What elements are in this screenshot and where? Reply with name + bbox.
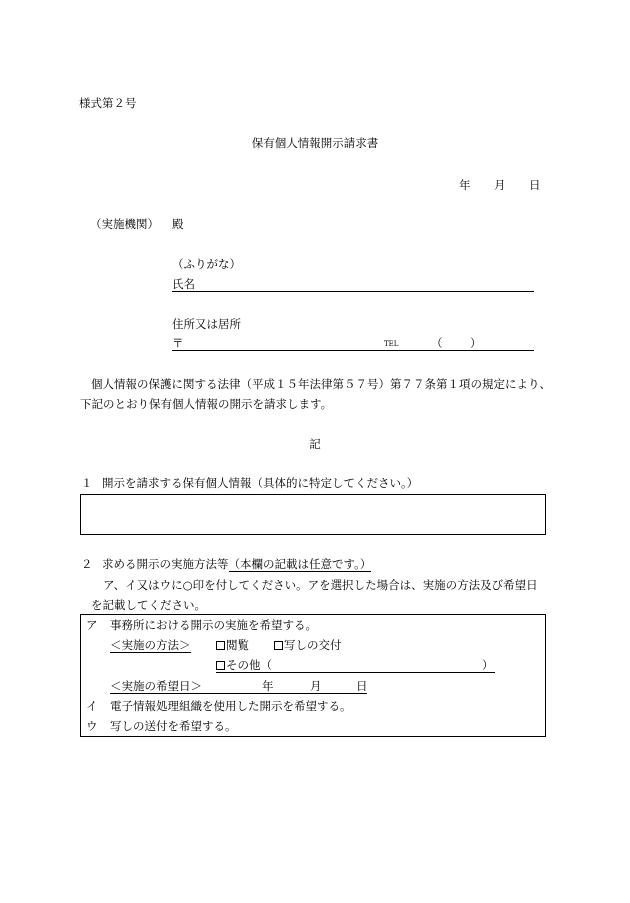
preferred-date-month: 月 xyxy=(310,679,322,693)
other-field-line[interactable] xyxy=(216,672,495,673)
requested-info-box[interactable] xyxy=(80,494,546,535)
option-a-marker[interactable]: ア xyxy=(86,618,98,632)
copy-label: 写しの交付 xyxy=(284,638,342,652)
address-field-line[interactable] xyxy=(172,350,534,351)
page-title: 保有個人情報開示請求書 xyxy=(251,136,379,150)
recipient-suffix: 殿 xyxy=(172,217,184,231)
view-checkbox[interactable] xyxy=(216,641,225,650)
recipient-label: （実施機関） xyxy=(90,217,159,231)
date-day-label: 日 xyxy=(529,178,541,192)
other-close-paren: ） xyxy=(482,658,494,672)
date-year-label: 年 xyxy=(459,178,471,192)
option-i-text: 電子情報処理組織を使用した開示を希望する。 xyxy=(110,699,352,713)
method-label: ＜実施の方法＞ xyxy=(110,638,191,652)
section2-instruction-1: ア、イ又はウに○印を付してください。アを選択した場合は、実施の方法及び希望日 xyxy=(103,578,538,592)
name-label: 氏名 xyxy=(172,277,195,291)
section2-heading-text: 求める開示の実施方法等 xyxy=(102,557,229,571)
form-number: 様式第２号 xyxy=(79,96,137,110)
tel-label: TEL xyxy=(384,340,399,348)
option-i-marker[interactable]: イ xyxy=(86,699,98,713)
intro-line-1: 個人情報の保護に関する法律（平成１５年法律第５７号）第７７条第１項の規定により、 xyxy=(91,377,551,391)
postal-mark: 〒 xyxy=(172,336,184,350)
copy-option[interactable] xyxy=(274,640,342,652)
preferred-date-year: 年 xyxy=(262,679,274,693)
section2-instruction-2: を記載してください。 xyxy=(91,598,206,612)
section2-number: ２ xyxy=(81,557,93,571)
preferred-date-label: ＜実施の希望日＞ xyxy=(110,679,202,693)
view-option[interactable] xyxy=(216,640,249,652)
option-a-text: 事務所における開示の実施を希望する。 xyxy=(110,618,317,632)
section2-heading xyxy=(102,559,371,571)
preferred-date-line[interactable] xyxy=(110,693,367,694)
view-label: 閲覧 xyxy=(226,638,249,652)
preferred-date-day: 日 xyxy=(356,679,368,693)
copy-checkbox[interactable] xyxy=(274,641,283,650)
option-u-marker[interactable]: ウ xyxy=(86,719,98,733)
other-label: その他（ xyxy=(226,658,272,672)
ki-label: 記 xyxy=(309,437,321,451)
tel-close-paren: ） xyxy=(470,336,482,350)
tel-open-paren: （ xyxy=(431,336,443,350)
option-u-text: 写しの送付を希望する。 xyxy=(110,719,237,733)
section1-heading: 開示を請求する保有個人情報（具体的に特定してください。） xyxy=(102,476,419,490)
intro-line-2: 下記のとおり保有個人情報の開示を請求します。 xyxy=(80,397,333,411)
section2-heading-note: （本欄の記載は任意です。） xyxy=(228,557,372,571)
name-field-line[interactable] xyxy=(172,291,534,292)
address-label: 住所又は居所 xyxy=(172,317,241,331)
other-option[interactable] xyxy=(216,660,272,672)
date-month-label: 月 xyxy=(494,178,506,192)
section1-number: １ xyxy=(81,476,93,490)
other-checkbox[interactable] xyxy=(216,661,225,670)
furigana-label: （ふりがな） xyxy=(172,257,241,271)
